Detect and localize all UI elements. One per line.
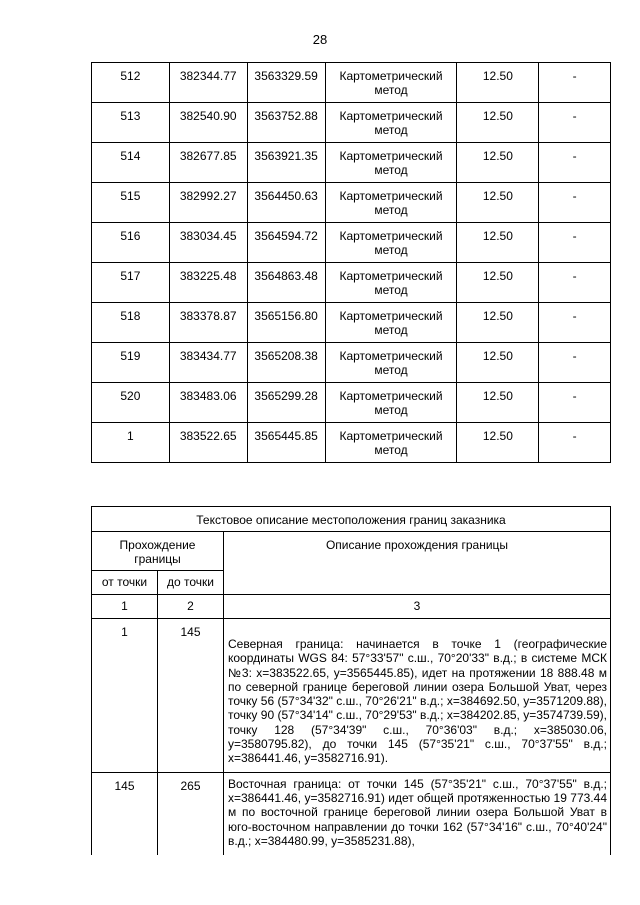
method: Картометрический метод bbox=[325, 143, 457, 183]
y-coordinate: 3564594.72 bbox=[247, 223, 325, 263]
x-coordinate: 382992.27 bbox=[169, 183, 247, 223]
table-row bbox=[92, 383, 611, 423]
note: - bbox=[539, 183, 611, 223]
method: Картометрический метод bbox=[325, 423, 457, 463]
point-number: 517 bbox=[92, 263, 170, 303]
x-coordinate: 382344.77 bbox=[169, 63, 247, 103]
note: - bbox=[539, 423, 611, 463]
point-number: 514 bbox=[92, 143, 170, 183]
method: Картометрический метод bbox=[325, 303, 457, 343]
point-number: 1 bbox=[92, 423, 170, 463]
method: Картометрический метод bbox=[325, 383, 457, 423]
point-number: 512 bbox=[92, 63, 170, 103]
page-number: 28 bbox=[312, 32, 328, 47]
accuracy: 12.50 bbox=[457, 303, 539, 343]
y-coordinate: 3564450.63 bbox=[247, 183, 325, 223]
note: - bbox=[539, 383, 611, 423]
coordinates-table bbox=[91, 62, 611, 463]
y-coordinate: 3563329.59 bbox=[247, 63, 325, 103]
accuracy: 12.50 bbox=[457, 263, 539, 303]
table-row bbox=[92, 63, 611, 103]
table-title: Текстовое описание местоположения границ заказника bbox=[92, 507, 611, 532]
note: - bbox=[539, 223, 611, 263]
accuracy: 12.50 bbox=[457, 383, 539, 423]
table-row bbox=[92, 423, 611, 463]
y-coordinate: 3563921.35 bbox=[247, 143, 325, 183]
accuracy: 12.50 bbox=[457, 103, 539, 143]
to-point: 265 bbox=[158, 772, 224, 855]
from-point: 145 bbox=[92, 772, 158, 855]
method: Картометрический метод bbox=[325, 223, 457, 263]
table-row bbox=[92, 223, 611, 263]
table-row bbox=[92, 103, 611, 143]
table-row bbox=[92, 263, 611, 303]
header-boundary-passage: Прохождение границы bbox=[92, 532, 224, 571]
y-coordinate: 3565445.85 bbox=[247, 423, 325, 463]
point-number: 515 bbox=[92, 183, 170, 223]
column-number-3: 3 bbox=[224, 595, 611, 619]
note: - bbox=[539, 303, 611, 343]
x-coordinate: 383483.06 bbox=[169, 383, 247, 423]
column-number-1: 1 bbox=[92, 595, 158, 619]
y-coordinate: 3565156.80 bbox=[247, 303, 325, 343]
point-number: 519 bbox=[92, 343, 170, 383]
note: - bbox=[539, 343, 611, 383]
x-coordinate: 382540.90 bbox=[169, 103, 247, 143]
header-from-point: от точки bbox=[92, 571, 158, 595]
table-row bbox=[92, 143, 611, 183]
north-boundary-description: Северная граница: начинается в точке 1 (географические координаты WGS 84: 57°33'57" с.ш., 70°20'33" в.д.; в системе МСК №3: x=383522.65, y=3565445.85), идет на протяжении 18 888.48 м по северной границе береговой линии озера Большой Уват, через точку 56 (57°34'32" с.ш., 70°26'21" в.д.; x=384692.50, y=3571209.88), точку 90 (57°34'14" с.ш., 70°29'53" в.д.; x=384202.85, y=3574739.59), точку 128 (57°34'39" с.ш., 70°36'03" в.д.; x=385030.06, y=3580795.82), до точки 145 (57°35'21" с.ш., 70°37'55" в.д.; x=386441.46, y=3582716.91). bbox=[224, 619, 611, 773]
accuracy: 12.50 bbox=[457, 183, 539, 223]
column-number-2: 2 bbox=[158, 595, 224, 619]
accuracy: 12.50 bbox=[457, 423, 539, 463]
table-row bbox=[92, 772, 611, 855]
to-point: 145 bbox=[158, 619, 224, 773]
east-boundary-text: Восточная граница: от точки 145 (57°35'21" с.ш., 70°37'55" в.д.; x=386441.46, y=3582716.91) идет общей протяженностью 19 773.44 м по восточной границе береговой линии озера Большой Уват в юго-восточном направлении до точки 162 (57°34'16" с.ш., 70°40'24" в.д.; x=384480.99, y=3585231.88), bbox=[228, 776, 607, 848]
point-number: 516 bbox=[92, 223, 170, 263]
note: - bbox=[539, 103, 611, 143]
x-coordinate: 383034.45 bbox=[169, 223, 247, 263]
x-coordinate: 383522.65 bbox=[169, 423, 247, 463]
y-coordinate: 3563752.88 bbox=[247, 103, 325, 143]
y-coordinate: 3564863.48 bbox=[247, 263, 325, 303]
note: - bbox=[539, 63, 611, 103]
method: Картометрический метод bbox=[325, 183, 457, 223]
y-coordinate: 3565208.38 bbox=[247, 343, 325, 383]
accuracy: 12.50 bbox=[457, 63, 539, 103]
method: Картометрический метод bbox=[325, 103, 457, 143]
table-row bbox=[92, 343, 611, 383]
table-row bbox=[92, 183, 611, 223]
table-row bbox=[92, 303, 611, 343]
table-row bbox=[92, 619, 611, 773]
method: Картометрический метод bbox=[325, 343, 457, 383]
note: - bbox=[539, 143, 611, 183]
accuracy: 12.50 bbox=[457, 343, 539, 383]
point-number: 513 bbox=[92, 103, 170, 143]
east-boundary-description bbox=[224, 772, 611, 855]
header-boundary-description: Описание прохождения границы bbox=[224, 532, 611, 595]
from-point: 1 bbox=[92, 619, 158, 773]
accuracy: 12.50 bbox=[457, 223, 539, 263]
x-coordinate: 383434.77 bbox=[169, 343, 247, 383]
point-number: 518 bbox=[92, 303, 170, 343]
x-coordinate: 383378.87 bbox=[169, 303, 247, 343]
note: - bbox=[539, 263, 611, 303]
point-number: 520 bbox=[92, 383, 170, 423]
y-coordinate: 3565299.28 bbox=[247, 383, 325, 423]
boundary-description-table bbox=[91, 506, 611, 855]
header-to-point: до точки bbox=[158, 571, 224, 595]
accuracy: 12.50 bbox=[457, 143, 539, 183]
x-coordinate: 382677.85 bbox=[169, 143, 247, 183]
method: Картометрический метод bbox=[325, 63, 457, 103]
x-coordinate: 383225.48 bbox=[169, 263, 247, 303]
method: Картометрический метод bbox=[325, 263, 457, 303]
